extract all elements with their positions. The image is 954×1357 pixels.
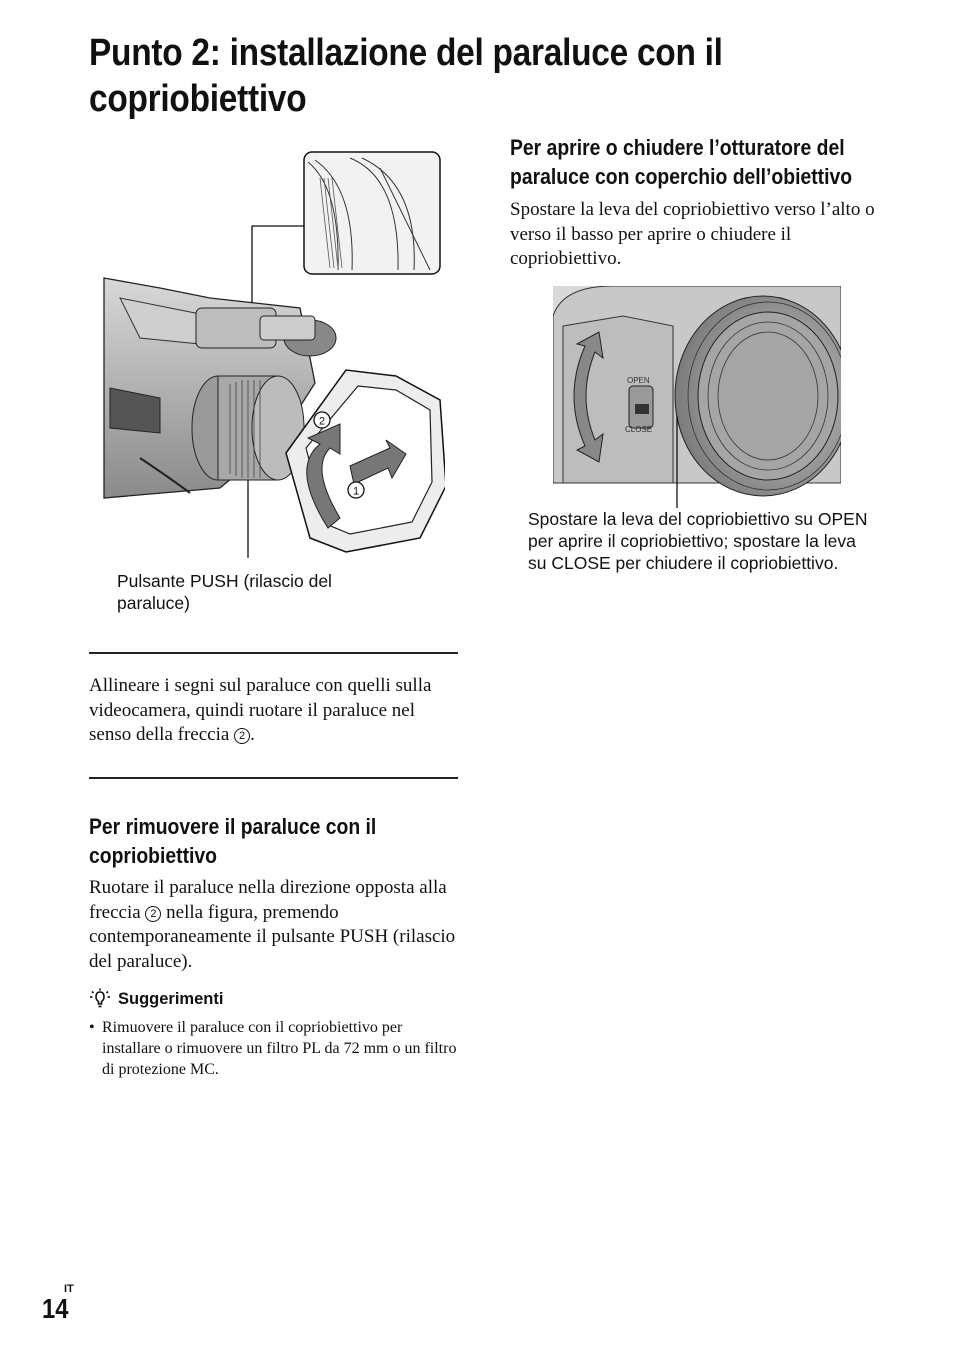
arrow-2-marker: 2 xyxy=(234,728,250,744)
language-code: IT xyxy=(64,1283,74,1295)
bullet: • xyxy=(89,1019,95,1036)
align-text: Allineare i segni sul paraluce con quelli sulla videocamera, quindi ruotare il paraluce nel senso della freccia xyxy=(89,675,432,745)
remove-hood-heading: Per rimuovere il paraluce con il copriobiettivo xyxy=(89,814,377,868)
divider-top xyxy=(89,652,458,654)
remove-text-part1: Ruotare il paraluce nella direzione opposta alla freccia xyxy=(89,877,447,923)
tips-header xyxy=(89,988,223,1010)
page-title: Punto 2: installazione del paraluce con il copriobiettivo xyxy=(89,32,723,120)
label-close: CLOSE xyxy=(625,425,653,434)
shutter-text: Spostare la leva del copriobiettivo verso l’alto o verso il basso per aprire o chiudere il copriobiettivo. xyxy=(510,199,875,269)
tip-item xyxy=(89,1017,457,1080)
shutter-lever-caption: Spostare la leva del copriobiettivo su OPEN per aprire il copriobiettivo; spostare la leva su CLOSE per chiudere il copriobiettivo. xyxy=(528,509,868,573)
camera-hood-illustration xyxy=(100,148,445,558)
remove-text-part2: nella figura, premendo contemporaneamente il pulsante PUSH (rilascio del paraluce). xyxy=(89,901,456,972)
step-1-marker: 1 xyxy=(352,485,360,498)
divider-bottom xyxy=(89,777,458,779)
step-2-marker: 2 xyxy=(318,415,326,428)
tip-text: Rimuovere il paraluce con il copriobiettivo per installare o rimuovere un filtro PL da 72 mm o un filtro di protezione MC. xyxy=(102,1019,457,1078)
arrow-2-marker: 2 xyxy=(145,906,161,922)
tips-list xyxy=(89,1017,457,1080)
shutter-heading: Per aprire o chiudere l’otturatore del paraluce con coperchio dell’obiettivo xyxy=(510,135,853,189)
push-button-callout: Pulsante PUSH (rilascio del paraluce) xyxy=(117,571,332,613)
figure-lens-hood-installation xyxy=(100,148,445,558)
tips-heading: Suggerimenti xyxy=(118,989,224,1008)
remove-hood-text xyxy=(89,876,457,974)
page-number: 14 xyxy=(42,1293,69,1324)
lightbulb-icon xyxy=(89,988,111,1010)
figure-shutter-lever xyxy=(553,286,841,508)
align-text-end: . xyxy=(250,724,255,745)
label-open: OPEN xyxy=(627,376,650,385)
align-instruction xyxy=(89,674,457,748)
lens-cap-lever-illustration xyxy=(553,286,841,508)
